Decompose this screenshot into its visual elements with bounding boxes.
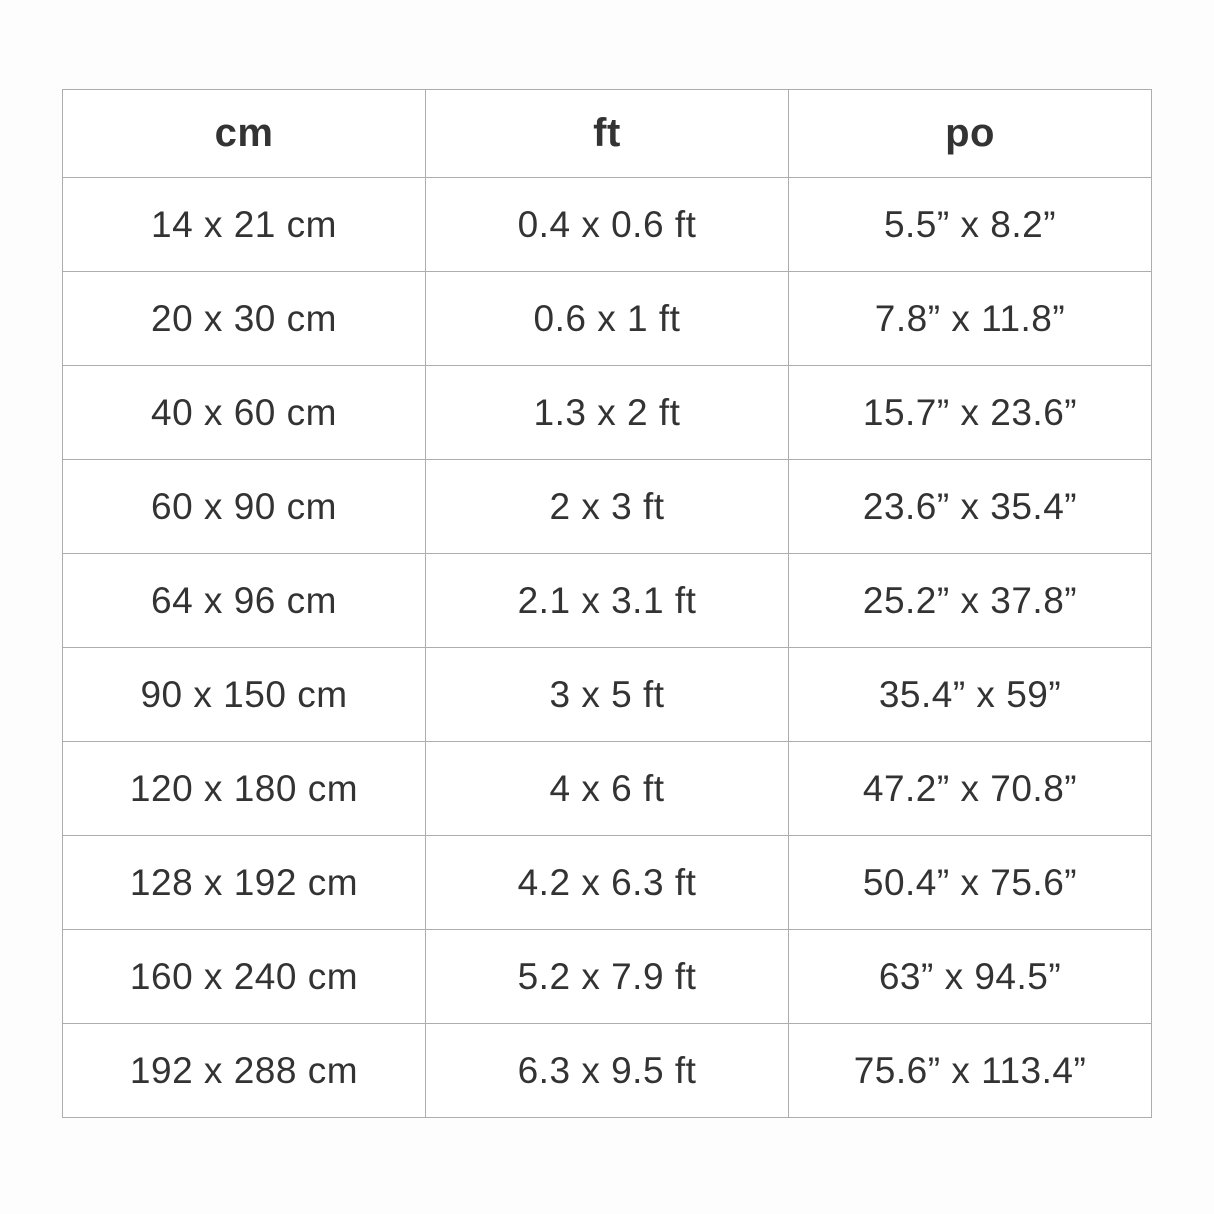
cell-ft: 5.2 x 7.9 ft bbox=[426, 930, 789, 1024]
table-row bbox=[63, 554, 1152, 648]
cell-cm: 128 x 192 cm bbox=[63, 836, 426, 930]
cell-po: 63” x 94.5” bbox=[789, 930, 1152, 1024]
cell-ft: 3 x 5 ft bbox=[426, 648, 789, 742]
table-row bbox=[63, 366, 1152, 460]
table-header-row bbox=[63, 90, 1152, 178]
cell-cm: 160 x 240 cm bbox=[63, 930, 426, 1024]
cell-ft: 2.1 x 3.1 ft bbox=[426, 554, 789, 648]
column-header-cm: cm bbox=[63, 90, 426, 178]
conversion-table-container bbox=[62, 89, 1152, 1118]
cell-po: 47.2” x 70.8” bbox=[789, 742, 1152, 836]
table-row bbox=[63, 272, 1152, 366]
cell-cm: 40 x 60 cm bbox=[63, 366, 426, 460]
cell-ft: 0.6 x 1 ft bbox=[426, 272, 789, 366]
size-conversion-table bbox=[62, 89, 1152, 1118]
cell-po: 75.6” x 113.4” bbox=[789, 1024, 1152, 1118]
cell-ft: 1.3 x 2 ft bbox=[426, 366, 789, 460]
cell-po: 23.6” x 35.4” bbox=[789, 460, 1152, 554]
cell-cm: 64 x 96 cm bbox=[63, 554, 426, 648]
column-header-ft: ft bbox=[426, 90, 789, 178]
cell-po: 15.7” x 23.6” bbox=[789, 366, 1152, 460]
table-row bbox=[63, 178, 1152, 272]
cell-po: 7.8” x 11.8” bbox=[789, 272, 1152, 366]
table-row bbox=[63, 742, 1152, 836]
table-row bbox=[63, 648, 1152, 742]
cell-cm: 192 x 288 cm bbox=[63, 1024, 426, 1118]
cell-cm: 120 x 180 cm bbox=[63, 742, 426, 836]
table-row bbox=[63, 836, 1152, 930]
cell-ft: 6.3 x 9.5 ft bbox=[426, 1024, 789, 1118]
cell-cm: 90 x 150 cm bbox=[63, 648, 426, 742]
cell-po: 35.4” x 59” bbox=[789, 648, 1152, 742]
table-row bbox=[63, 460, 1152, 554]
cell-ft: 4 x 6 ft bbox=[426, 742, 789, 836]
cell-po: 5.5” x 8.2” bbox=[789, 178, 1152, 272]
cell-cm: 14 x 21 cm bbox=[63, 178, 426, 272]
column-header-po: po bbox=[789, 90, 1152, 178]
cell-ft: 0.4 x 0.6 ft bbox=[426, 178, 789, 272]
cell-po: 50.4” x 75.6” bbox=[789, 836, 1152, 930]
cell-ft: 2 x 3 ft bbox=[426, 460, 789, 554]
cell-ft: 4.2 x 6.3 ft bbox=[426, 836, 789, 930]
cell-cm: 20 x 30 cm bbox=[63, 272, 426, 366]
table-row bbox=[63, 1024, 1152, 1118]
cell-po: 25.2” x 37.8” bbox=[789, 554, 1152, 648]
cell-cm: 60 x 90 cm bbox=[63, 460, 426, 554]
table-row bbox=[63, 930, 1152, 1024]
